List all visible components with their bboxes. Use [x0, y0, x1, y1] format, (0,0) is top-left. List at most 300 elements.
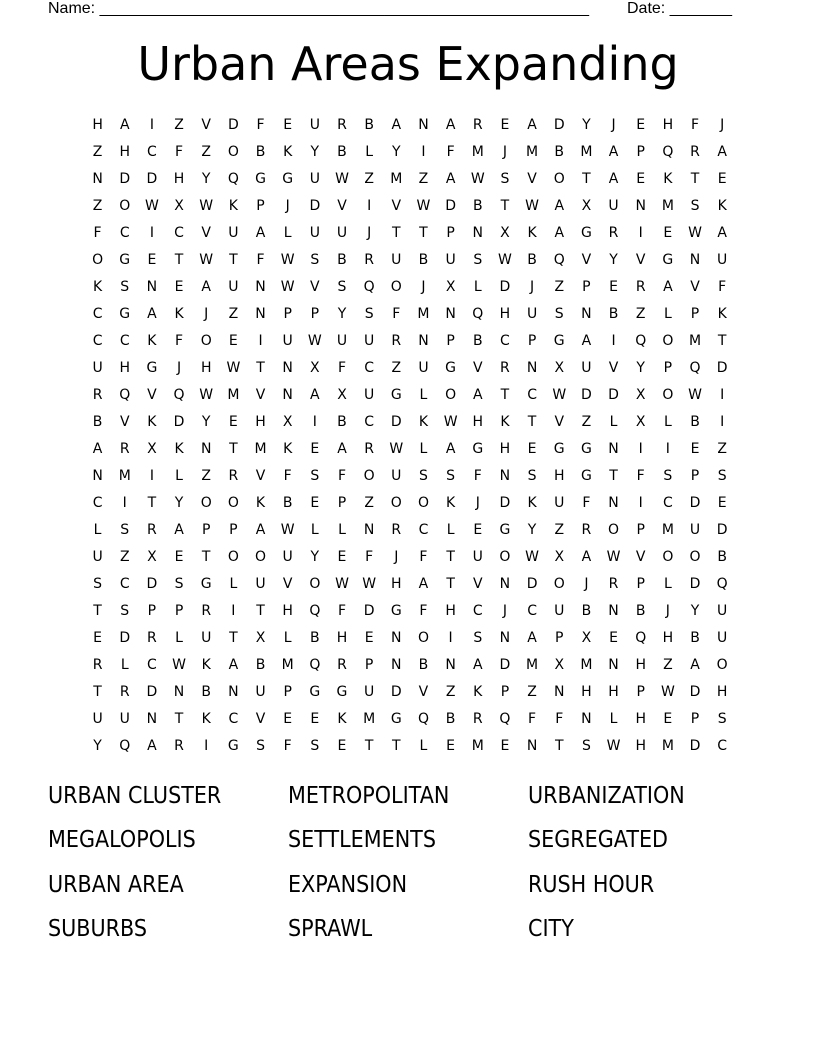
grid-letter: V	[119, 413, 130, 430]
grid-letter: H	[173, 170, 185, 187]
grid-letter: T	[419, 224, 428, 241]
grid-letter: W	[199, 386, 214, 403]
grid-letter: N	[363, 521, 375, 538]
grid-letter: B	[472, 197, 483, 214]
grid-letter: I	[204, 738, 209, 755]
grid-letter: B	[581, 603, 592, 620]
grid-letter: L	[175, 467, 183, 484]
grid-letter: P	[337, 494, 347, 511]
grid-letter: J	[204, 305, 209, 322]
grid-letter: O	[553, 576, 565, 593]
grid-letter: I	[611, 332, 616, 349]
grid-letter: A	[147, 738, 157, 755]
grid-letter: G	[390, 386, 402, 403]
grid-letter: U	[92, 711, 103, 728]
grid-letter: B	[92, 413, 103, 430]
grid-letter: W	[606, 549, 621, 566]
grid-letter: E	[228, 413, 238, 430]
grid-letter: I	[149, 224, 154, 241]
grid-letter: A	[608, 170, 619, 187]
grid-letter: S	[554, 305, 564, 322]
grid-letter: Q	[227, 170, 239, 187]
grid-letter: R	[92, 657, 103, 674]
grid-letter: M	[118, 467, 131, 484]
grid-letter: T	[392, 224, 401, 241]
grid-letter: L	[283, 224, 292, 241]
grid-letter: O	[445, 386, 457, 403]
grid-letter: U	[717, 251, 728, 268]
grid-letter: H	[499, 440, 511, 457]
grid-letter: U	[309, 116, 320, 133]
grid-letter: T	[609, 467, 618, 484]
grid-letter: F	[93, 224, 102, 241]
grid-letter: Z	[418, 170, 429, 187]
grid-letter: Y	[174, 494, 184, 511]
grid-letter: L	[663, 413, 672, 430]
grid-letter: Q	[363, 278, 375, 295]
grid-letter: W	[498, 251, 512, 268]
grid-letter: S	[419, 467, 428, 484]
grid-letter: W	[470, 170, 485, 187]
grid-letter: U	[364, 684, 375, 701]
grid-letter: D	[227, 116, 239, 133]
grid-letter: W	[144, 197, 159, 214]
grid-letter: M	[580, 657, 593, 674]
grid-letter: Q	[553, 251, 565, 268]
grid-letter: T	[93, 603, 102, 620]
grid-letter: T	[229, 251, 238, 268]
grid-letter: O	[363, 467, 375, 484]
grid-letter: D	[689, 494, 701, 511]
grid-letter: A	[554, 197, 565, 214]
grid-letter: W	[226, 359, 241, 376]
grid-letter: M	[471, 738, 484, 755]
grid-letter: F	[446, 143, 455, 160]
grid-letter: V	[201, 224, 211, 241]
grid-letter: B	[337, 143, 347, 160]
grid-letter: O	[200, 494, 212, 511]
grid-letter: T	[256, 603, 265, 620]
worksheet-header	[48, 0, 748, 18]
grid-letter: E	[717, 494, 727, 511]
grid-letter: F	[283, 738, 292, 755]
grid-letter: I	[231, 603, 236, 620]
grid-letter: A	[581, 549, 592, 566]
grid-letter: F	[636, 467, 645, 484]
grid-letter: A	[554, 224, 565, 241]
grid-letter: S	[310, 251, 320, 268]
grid-letter: N	[146, 278, 158, 295]
grid-letter: E	[717, 170, 727, 187]
grid-letter: V	[635, 549, 646, 566]
grid-letter: L	[419, 386, 428, 403]
grid-letter: P	[582, 278, 591, 295]
grid-letter: Y	[310, 549, 320, 566]
grid-letter: S	[174, 576, 184, 593]
grid-letter: Y	[690, 603, 700, 620]
grid-letter: A	[391, 116, 402, 133]
grid-letter: U	[391, 467, 402, 484]
grid-letter: X	[635, 386, 646, 403]
grid-letter: S	[663, 467, 673, 484]
grid-letter: A	[445, 170, 456, 187]
grid-letter: T	[717, 332, 727, 349]
grid-letter: I	[638, 494, 643, 511]
grid-letter: V	[255, 467, 266, 484]
grid-letter: S	[527, 467, 537, 484]
grid-letter: X	[147, 440, 157, 457]
grid-letter: B	[445, 711, 456, 728]
grid-letter: O	[390, 494, 402, 511]
grid-letter: I	[421, 143, 426, 160]
grid-letter: P	[283, 305, 292, 322]
grid-letter: B	[337, 413, 347, 430]
grid-letter: F	[256, 116, 265, 133]
grid-letter: N	[499, 576, 511, 593]
grid-letter: Z	[554, 521, 565, 538]
grid-letter: M	[661, 738, 674, 755]
grid-letter: Z	[717, 440, 727, 457]
grid-letter: C	[527, 603, 537, 620]
word-list-item: SPRAWL	[288, 915, 373, 942]
grid-letter: P	[527, 332, 537, 349]
grid-letter: C	[119, 332, 130, 349]
grid-letter: T	[201, 549, 211, 566]
grid-letter: U	[608, 197, 619, 214]
grid-letter: W	[172, 657, 186, 674]
grid-letter: W	[280, 521, 295, 538]
grid-letter: K	[147, 332, 157, 349]
grid-letter: U	[717, 630, 728, 647]
grid-letter: C	[228, 711, 239, 728]
grid-letter: N	[92, 467, 103, 484]
grid-letter: J	[502, 143, 507, 160]
grid-letter: G	[255, 170, 266, 187]
grid-letter: S	[717, 711, 727, 728]
grid-letter: N	[92, 170, 103, 187]
grid-letter: L	[419, 440, 428, 457]
grid-letter: P	[229, 521, 238, 538]
grid-letter: T	[554, 738, 564, 755]
grid-letter: W	[307, 332, 322, 349]
grid-letter: Q	[309, 657, 321, 674]
grid-letter: W	[280, 278, 295, 295]
grid-letter: G	[282, 170, 294, 187]
grid-letter: J	[720, 116, 725, 133]
grid-letter: A	[472, 657, 483, 674]
grid-letter: O	[608, 521, 620, 538]
grid-letter: U	[445, 251, 456, 268]
grid-letter: H	[119, 143, 130, 160]
word-list-item: METROPOLITAN	[288, 783, 450, 809]
word-list	[48, 774, 768, 951]
grid-letter: X	[500, 224, 510, 241]
grid-letter: W	[280, 251, 295, 268]
grid-letter: I	[122, 494, 127, 511]
grid-letter: G	[499, 521, 511, 538]
grid-letter: S	[120, 278, 130, 295]
grid-letter: N	[472, 224, 483, 241]
grid-letter: U	[255, 576, 266, 593]
grid-letter: N	[526, 738, 538, 755]
grid-letter: D	[119, 630, 131, 647]
grid-letter: B	[255, 143, 266, 160]
grid-letter: V	[255, 386, 266, 403]
grid-letter: F	[365, 549, 374, 566]
grid-letter: U	[717, 603, 728, 620]
grid-letter: X	[635, 413, 646, 430]
grid-letter: D	[581, 386, 592, 403]
grid-letter: E	[310, 711, 320, 728]
grid-letter: Q	[689, 359, 701, 376]
grid-letter: V	[391, 197, 402, 214]
grid-letter: N	[608, 440, 619, 457]
grid-letter: E	[446, 738, 456, 755]
grid-letter: W	[688, 386, 702, 403]
grid-letter: T	[174, 711, 184, 728]
grid-letter: F	[528, 711, 537, 728]
grid-letter: N	[228, 684, 239, 701]
grid-letter: D	[363, 603, 375, 620]
grid-letter: H	[282, 603, 293, 620]
grid-letter: V	[418, 684, 429, 701]
grid-letter: Y	[609, 251, 618, 268]
grid-letter: D	[689, 738, 701, 755]
grid-letter: I	[149, 467, 154, 484]
grid-letter: A	[717, 143, 727, 160]
grid-letter: L	[365, 143, 374, 160]
grid-letter: N	[173, 684, 185, 701]
grid-letter: T	[446, 576, 455, 593]
grid-letter: K	[174, 305, 184, 322]
grid-letter: K	[283, 440, 293, 457]
grid-letter: I	[367, 197, 372, 214]
grid-letter: Z	[635, 305, 646, 322]
grid-letter: G	[390, 603, 402, 620]
grid-letter: T	[147, 494, 157, 511]
letter-grid	[84, 111, 736, 760]
grid-letter: D	[553, 116, 565, 133]
grid-letter: K	[201, 711, 211, 728]
grid-letter: E	[473, 521, 483, 538]
grid-letter: E	[310, 494, 320, 511]
grid-letter: N	[526, 359, 538, 376]
grid-letter: R	[92, 386, 103, 403]
grid-letter: Z	[228, 305, 239, 322]
grid-letter: T	[174, 251, 184, 268]
grid-letter: R	[581, 521, 592, 538]
grid-letter: M	[417, 305, 430, 322]
grid-letter: K	[527, 224, 537, 241]
grid-letter: H	[635, 711, 646, 728]
grid-letter: R	[391, 521, 402, 538]
grid-letter: W	[362, 576, 377, 593]
grid-letter: H	[608, 684, 619, 701]
grid-letter: V	[147, 386, 157, 403]
grid-letter: A	[663, 278, 673, 295]
grid-letter: A	[255, 521, 266, 538]
grid-letter: J	[611, 116, 616, 133]
grid-letter: V	[282, 576, 293, 593]
grid-letter: F	[337, 603, 347, 620]
grid-letter: E	[500, 738, 510, 755]
grid-letter: Y	[201, 413, 211, 430]
grid-letter: L	[338, 521, 346, 538]
grid-letter: S	[690, 197, 700, 214]
grid-letter: Y	[93, 738, 102, 755]
grid-letter: W	[199, 251, 214, 268]
grid-letter: V	[554, 413, 565, 430]
grid-letter: L	[473, 278, 482, 295]
grid-letter: V	[608, 359, 619, 376]
grid-letter: N	[581, 711, 592, 728]
grid-letter: N	[608, 494, 619, 511]
grid-letter: R	[228, 467, 239, 484]
grid-letter: R	[147, 521, 157, 538]
grid-letter: U	[119, 711, 130, 728]
grid-letter: I	[258, 332, 263, 349]
grid-letter: U	[581, 359, 592, 376]
grid-letter: P	[446, 332, 455, 349]
grid-letter: R	[472, 116, 483, 133]
grid-letter: B	[635, 603, 646, 620]
grid-letter: N	[255, 305, 266, 322]
grid-letter: D	[390, 413, 402, 430]
grid-letter: Q	[119, 386, 131, 403]
word-list-item: CITY	[528, 915, 574, 942]
grid-letter: I	[665, 440, 670, 457]
grid-letter: O	[417, 630, 429, 647]
grid-letter: O	[417, 494, 429, 511]
grid-letter: F	[337, 467, 347, 484]
grid-letter: M	[363, 711, 376, 728]
grid-letter: N	[391, 657, 402, 674]
grid-letter: R	[500, 359, 510, 376]
grid-letter: G	[580, 224, 592, 241]
grid-letter: R	[391, 332, 402, 349]
grid-letter: S	[337, 278, 347, 295]
grid-letter: I	[720, 386, 725, 403]
grid-letter: Z	[663, 657, 673, 674]
grid-letter: O	[662, 332, 674, 349]
grid-letter: D	[173, 413, 185, 430]
grid-letter: A	[445, 440, 456, 457]
grid-letter: G	[119, 251, 131, 268]
grid-letter: L	[93, 521, 102, 538]
grid-letter: U	[309, 170, 320, 187]
grid-letter: M	[526, 143, 539, 160]
grid-letter: P	[174, 603, 184, 620]
grid-letter: Z	[92, 143, 103, 160]
grid-letter: E	[283, 711, 293, 728]
grid-letter: G	[200, 576, 212, 593]
grid-letter: S	[256, 738, 265, 755]
grid-letter: X	[337, 386, 347, 403]
grid-letter: A	[717, 224, 727, 241]
grid-letter: W	[552, 386, 567, 403]
grid-letter: V	[310, 278, 320, 295]
grid-letter: O	[662, 549, 674, 566]
grid-letter: Y	[310, 143, 320, 160]
grid-letter: J	[421, 278, 426, 295]
grid-letter: R	[119, 684, 130, 701]
grid-letter: E	[174, 278, 184, 295]
word-list-item: URBANIZATION	[528, 783, 685, 809]
grid-letter: W	[688, 224, 702, 241]
grid-letter: A	[255, 224, 266, 241]
grid-letter: M	[661, 521, 674, 538]
grid-letter: P	[690, 711, 700, 728]
grid-letter: D	[499, 278, 511, 295]
grid-letter: F	[392, 305, 401, 322]
grid-letter: S	[93, 576, 103, 593]
grid-letter: B	[717, 549, 727, 566]
grid-letter: C	[364, 413, 375, 430]
grid-letter: I	[638, 224, 643, 241]
grid-letter: N	[391, 630, 402, 647]
grid-letter: P	[555, 630, 564, 647]
grid-letter: G	[580, 440, 592, 457]
grid-letter: X	[554, 549, 565, 566]
grid-letter: D	[608, 386, 619, 403]
grid-letter: E	[609, 278, 618, 295]
grid-letter: I	[312, 413, 317, 430]
grid-letter: I	[638, 440, 643, 457]
grid-letter: M	[227, 386, 240, 403]
grid-letter: C	[364, 359, 375, 376]
grid-letter: R	[608, 224, 619, 241]
grid-letter: U	[554, 603, 565, 620]
grid-letter: Z	[364, 494, 374, 511]
grid-letter: D	[716, 521, 728, 538]
grid-letter: G	[119, 305, 131, 322]
grid-letter: P	[636, 684, 645, 701]
grid-letter: L	[229, 576, 238, 593]
grid-letter: E	[636, 170, 646, 187]
grid-letter: C	[92, 494, 103, 511]
grid-letter: G	[662, 251, 674, 268]
grid-letter: Q	[635, 332, 647, 349]
grid-letter: N	[418, 116, 429, 133]
grid-letter: B	[255, 657, 266, 674]
grid-letter: T	[500, 386, 510, 403]
grid-letter: A	[690, 657, 700, 674]
grid-letter: J	[530, 278, 535, 295]
grid-letter: P	[636, 521, 645, 538]
grid-letter: V	[472, 359, 483, 376]
grid-letter: H	[200, 359, 212, 376]
grid-letter: H	[581, 684, 592, 701]
word-list-item: SEGREGATED	[528, 827, 668, 854]
grid-letter: X	[174, 197, 184, 214]
word-list-item: SUBURBS	[48, 915, 148, 942]
grid-letter: H	[92, 116, 103, 133]
grid-letter: D	[119, 170, 131, 187]
grid-letter: C	[472, 603, 483, 620]
grid-letter: K	[201, 657, 211, 674]
grid-letter: E	[337, 549, 347, 566]
grid-letter: I	[720, 413, 725, 430]
grid-letter: Q	[417, 711, 429, 728]
grid-letter: L	[120, 657, 129, 674]
grid-letter: S	[473, 630, 483, 647]
grid-letter: R	[119, 440, 130, 457]
grid-letter: J	[367, 224, 372, 241]
grid-letter: A	[445, 116, 456, 133]
grid-letter: Y	[337, 305, 347, 322]
grid-letter: J	[285, 197, 290, 214]
grid-letter: B	[310, 630, 320, 647]
